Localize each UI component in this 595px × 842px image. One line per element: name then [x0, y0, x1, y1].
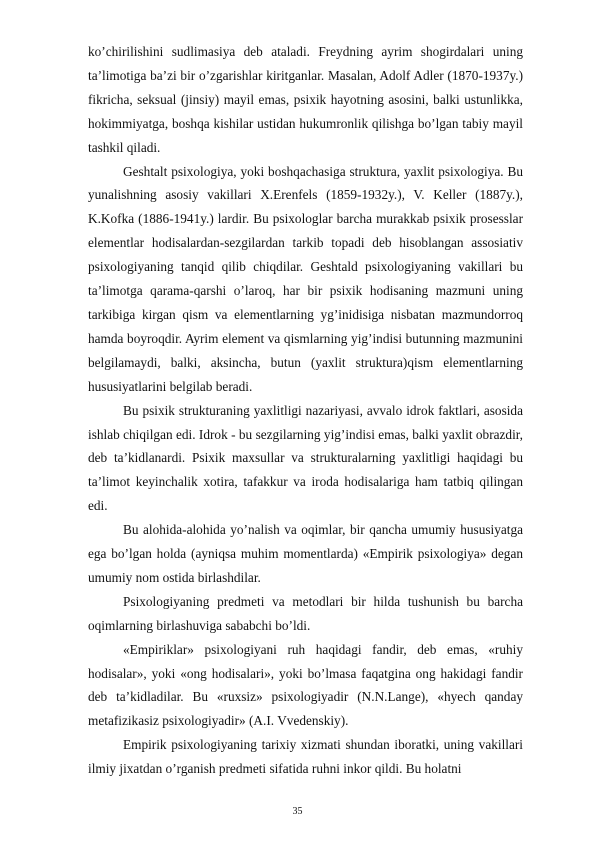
- paragraph-5: Psixologiyaning predmeti va metodlari bir hilda tushunish bu barcha oqimlarning birlashuviga sababchi bo’ldi.: [88, 593, 523, 633]
- paragraph-2: Geshtalt psixologiya, yoki boshqachasiga struktura, yaxlit psixologiya. Bu yunalishning asosiy vakillari X.Erenfels (1859-1932y.), V. Keller (1887y.), K.Kofka (1886-1941y.) lardir. Bu psixologlar barcha murakkab psixik prosesslar elementlar hodisalardan-sezgilardan tarkib topadi deb hisoblangan assosiativ psixologiyaning tanqid qilib chiqdilar. Geshtald psixologiyaning vakillari bu ta’limotga qarama-qarshi o’laroq, har bir psixik hodisaning mazmuni uning tarkibiga kirgan qism va elementlarning yg’inidisiga nisbatan mazmundorroq hamda boyroqdir. Ayrim element va qismlarning yig’indisi butunning mazmunini belgilamaydi, balki, aksincha, butun (yaxlit struktura)qism elementlarning hususiyatlarini belgilab beradi.: [88, 163, 523, 394]
- paragraph-6: «Empiriklar» psixologiyani ruh haqidagi fandir, deb emas, «ruhiy hodisalar», yoki «ong hodisalari», yoki bo’lmasa faqatgina ong hakidagi fandir deb ta’kidladilar. Bu «ruxsiz» psixologiyadir (N.N.Lange), «hyech qanday metafizikasiz psixologiyadir» (A.I. Vvedenskiy).: [88, 641, 523, 729]
- paragraph-7: Empirik psixologiyaning tarixiy xizmati shundan iboratki, uning vakillari ilmiy jixatdan o’rganish predmeti sifatida ruhni inkor qildi. Bu holatni: [88, 737, 523, 777]
- page-number: 35: [292, 806, 303, 817]
- paragraph-3: Bu psixik strukturaning yaxlitligi nazariyasi, avvalo idrok faktlari, asosida ishlab chiqilgan edi. Idrok - bu sezgilarning yig’indisi emas, balki yaxlit obrazdir, deb ta’kidlanardi. Psixik maxsullar va strukturalarning yaxlitligi haqidagi bu ta’limot keyinchalik xotira, tafakkur va iroda hodisalariga ham tatbiq qilingan edi.: [88, 402, 523, 514]
- paragraph-4: Bu alohida-alohida yo’nalish va oqimlar, bir qancha umumiy hususiyatga ega bo’lgan holda (ayniqsa muhim momentlarda) «Empirik psixologiya» degan umumiy nom ostida birlashdilar.: [88, 522, 523, 585]
- paragraph-1: ko’chirilishini sudlimasiya deb ataladi. Freydning ayrim shogirdalari uning ta’limotiga ba’zi bir o’zgarishlar kiritganlar. Masalan, Adolf Adler (1870-1937y.) fikricha, seksual (jinsiy) mayil emas, psixik hayotning asosini, balki ustunlikka, hokimmiyatga, boshqa kishilar ustidan hukumronlik qilishga bo’lgan tabiy mayil tashkil qiladi.: [88, 44, 523, 155]
- document-body: [88, 40, 523, 781]
